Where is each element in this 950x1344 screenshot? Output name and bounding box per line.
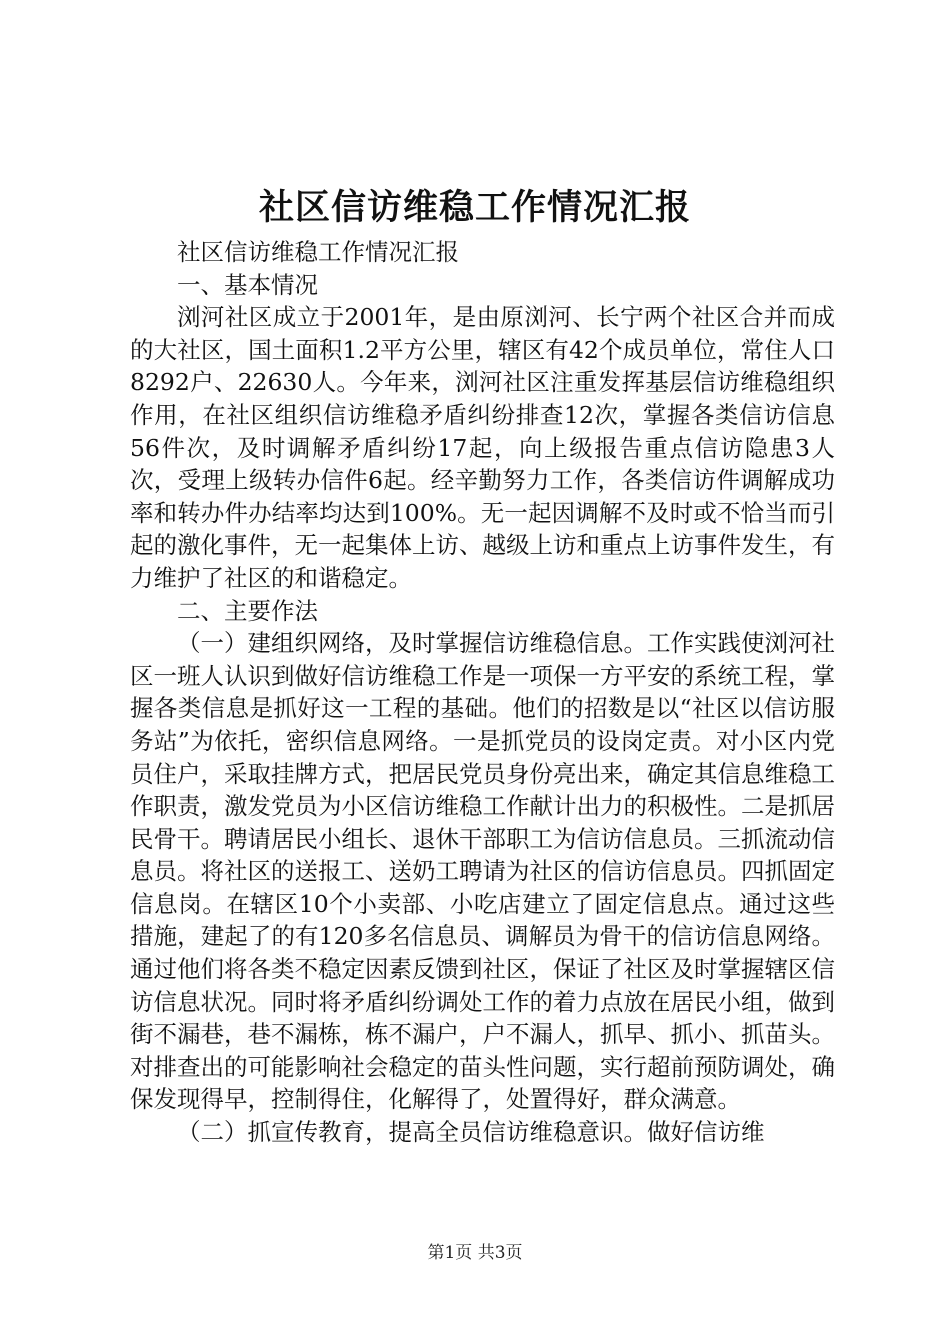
paragraph-method-one: （一）建组织网络，及时掌握信访维稳信息。工作实践使浏河社区一班人认识到做好信访维稳工作是一项保一方平安的系统工程，掌握各类信息是抓好这一工程的基础。他们的招数是以“社区以信访服务站”为依托，密织信息网络。一是抓党员的设岗定责。对小区内党员住户，采取挂牌方式，把居民党员身份亮出来，确定其信息维稳工作职责，激发党员为小区信访维稳工作献计出力的积极性。二是抓居民骨干。聘请居民小组长、退休干部职工为信访信息员。三抓流动信息员。将社区的送报工、送奶工聘请为社区的信访信息员。四抓固定信息岗。在辖区10个小卖部、小吃店建立了固定信息点。通过这些措施，建起了的有120多名信息员、调解员为骨干的信访信息网络。通过他们将各类不稳定因素反馈到社区，保证了社区及时掌握辖区信访信息状况。同时将矛盾纠纷调处工作的着力点放在居民小组，做到街不漏巷，巷不漏栋，栋不漏户，户不漏人，抓早、抓小、抓苗头。对排查出的可能影响社会稳定的苗头性问题，实行超前预防调处，确保发现得早，控制得住，化解得了，处置得好，群众满意。 <box>130 629 835 1114</box>
document-title: 社区信访维稳工作情况汇报 <box>258 187 691 228</box>
paragraph-subtitle: 社区信访维稳工作情况汇报 <box>177 238 459 266</box>
section-heading-methods: 二、主要作法 <box>177 596 318 625</box>
paragraph-method-two: （二）抓宣传教育，提高全员信访维稳意识。做好信访维 <box>177 1118 765 1147</box>
paragraph-basic-situation: 浏河社区成立于2001年，是由原浏河、长宁两个社区合并而成的大社区，国土面积1.2平方公里，辖区有42个成员单位，常住人口8292户、22630人。今年来，浏河社区注重发挥基层信访维稳组织作用，在社区组织信访维稳矛盾纠纷排查12次，掌握各类信访信息56件次，及时调解矛盾纠纷17起，向上级报告重点信访隐患3人次，受理上级转办信件6起。经辛勤努力工作，各类信访件调解成功率和转办件办结率均达到100%。无一起因调解不及时或不恰当而引起的激化事件，无一起集体上访、越级上访和重点上访事件发生，有力维护了社区的和谐稳定。 <box>130 303 835 592</box>
page-footer: 第1页 共3页 <box>427 1243 523 1263</box>
section-heading-basic: 一、基本情况 <box>177 270 318 299</box>
document-body <box>130 236 835 1149</box>
